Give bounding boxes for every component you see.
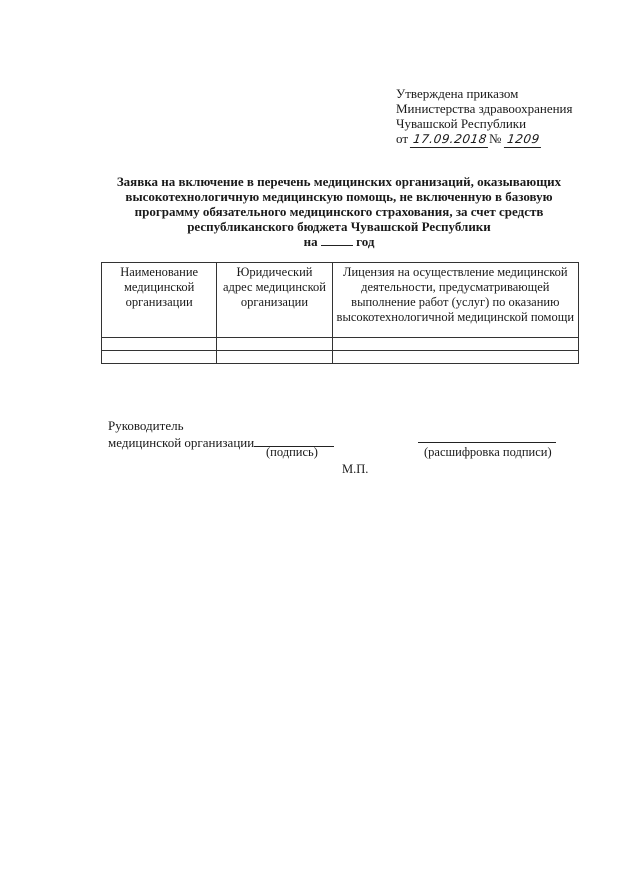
table-row <box>102 338 579 351</box>
header-organization-name: Наименование медицинской организации <box>102 263 217 338</box>
head-label: Руководитель <box>108 418 184 433</box>
decoding-caption: (расшифровка подписи) <box>424 445 552 459</box>
table-cell[interactable] <box>102 351 217 364</box>
table-cell[interactable] <box>217 338 332 351</box>
approval-order-line <box>396 131 573 148</box>
table-cell[interactable] <box>332 338 578 351</box>
table-cell[interactable] <box>332 351 578 364</box>
table-header-row <box>102 263 579 338</box>
table-cell[interactable] <box>217 351 332 364</box>
order-date: 17.09.2018 <box>410 132 490 148</box>
header-legal-address: Юридический адрес медицинской организации <box>217 263 332 338</box>
approval-line-1: Утверждена приказом <box>396 86 519 101</box>
table-row <box>102 351 579 364</box>
title-line-1: Заявка на включение в перечень медицинских организаций, оказывающих <box>116 174 562 189</box>
approval-block <box>396 86 573 148</box>
order-number: 1209 <box>504 132 543 148</box>
decoding-line[interactable] <box>418 430 556 443</box>
seal-label: М.П. <box>342 462 369 476</box>
title-line-2: высокотехнологичную медицинскую помощь, не включенную в базовую <box>125 189 553 204</box>
from-label: от <box>396 131 409 146</box>
number-label: № <box>488 131 502 146</box>
year-blank[interactable] <box>321 234 353 246</box>
table-cell[interactable] <box>102 338 217 351</box>
year-prefix: на <box>303 234 318 249</box>
year-suffix: год <box>356 234 375 249</box>
signature-caption: (подпись) <box>266 445 318 459</box>
title-line-3: программу обязательного медицинского страхования, за счет средств <box>134 204 544 219</box>
organization-label: медицинской организации <box>108 435 255 450</box>
year-line <box>100 234 578 249</box>
approval-line-3: Чувашской Республики <box>396 116 527 131</box>
approval-line-2: Министерства здравоохранения <box>396 101 573 116</box>
document-title <box>100 174 578 249</box>
header-license: Лицензия на осуществление медицинской деятельности, предусматривающей выполнение работ (услуг) по оказанию высокотехнологичной медицинской помощи <box>332 263 578 338</box>
organizations-table <box>101 262 579 364</box>
title-line-4: республиканского бюджета Чувашской Республики <box>187 219 491 234</box>
